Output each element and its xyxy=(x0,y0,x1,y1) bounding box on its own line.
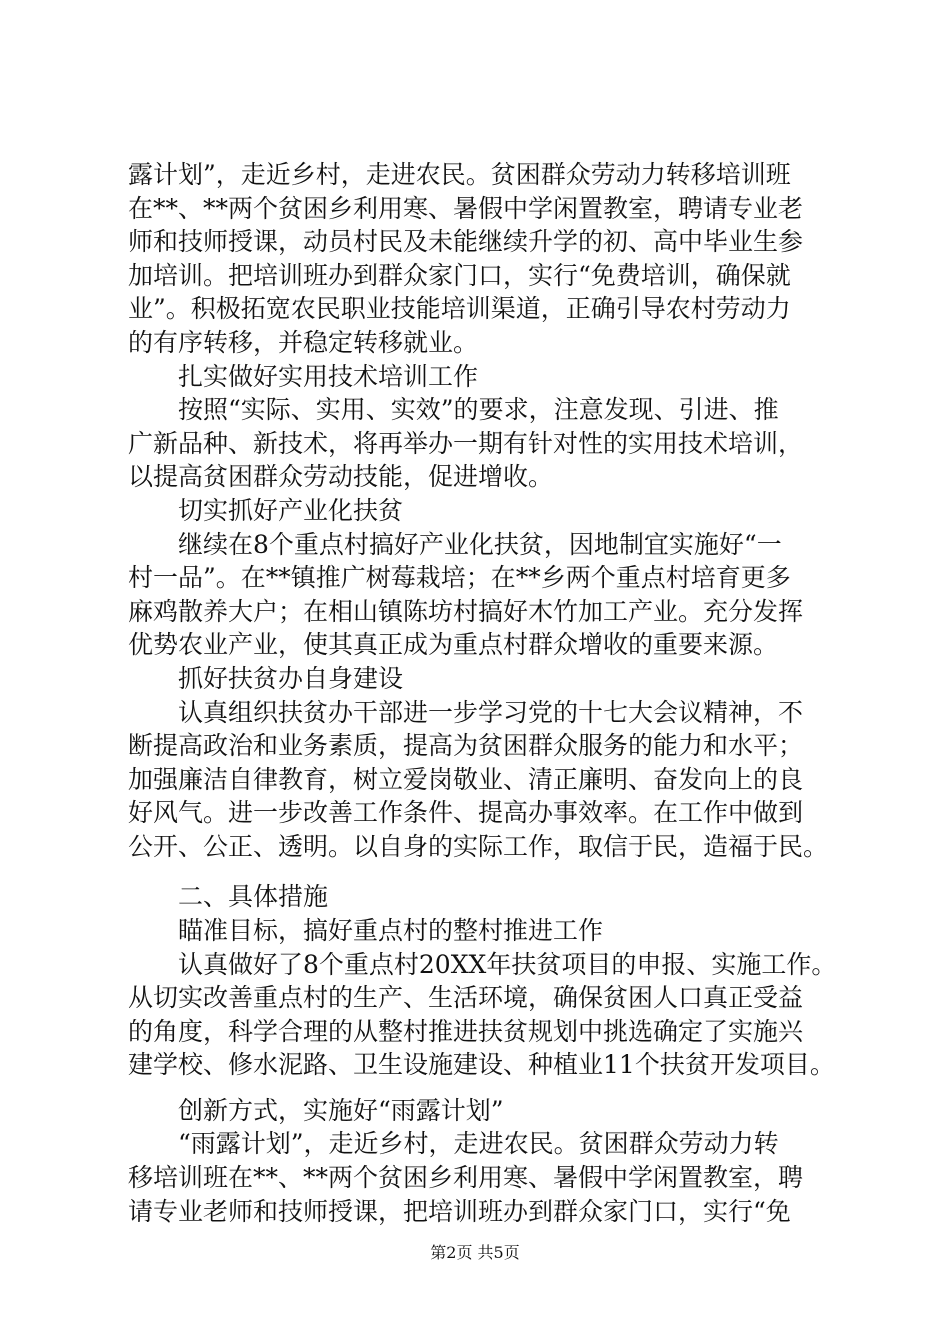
section-heading: 扎实做好实用技术培训工作 xyxy=(178,362,479,391)
text-line: 广新品种、新技术，将再举办一期有针对性的实用技术培训， xyxy=(128,429,804,458)
text-line: 优势农业产业，使其真正成为重点村群众增收的重要来源。 xyxy=(128,630,779,659)
text-line: “雨露计划”，走近乡村，走进农民。贫困群众劳动力转 xyxy=(178,1129,779,1158)
text-line: 按照“实际、实用、实效”的要求，注意发现、引进、推 xyxy=(178,395,779,424)
text-line: 移培训班在**、**两个贫困乡利用寒、暑假中学闲置教室，聘 xyxy=(128,1163,804,1192)
text-line: 认真组织扶贫办干部进一步学习党的十七大会议精神，不 xyxy=(178,698,804,727)
text-line: 以提高贫困群众劳动技能，促进增收。 xyxy=(128,462,554,491)
text-line: 继续在8个重点村搞好产业化扶贫，因地制宜实施好“一 xyxy=(178,530,782,559)
text-line: 的有序转移，并稳定转移就业。 xyxy=(128,328,479,357)
text-line: 公开、公正、透明。以自身的实际工作，取信于民，造福于民。 xyxy=(128,832,829,861)
text-line: 加强廉洁自律教育，树立爱岗敬业、清正廉明、奋发向上的良 xyxy=(128,765,804,794)
text-line: 村一品”。在**镇推广树莓栽培；在**乡两个重点村培育更多 xyxy=(128,563,791,592)
section-heading: 瞄准目标，搞好重点村的整村推进工作 xyxy=(178,916,604,945)
section-heading: 抓好扶贫办自身建设 xyxy=(178,664,404,693)
section-heading: 二、具体措施 xyxy=(178,882,329,911)
text-line: 建学校、修水泥路、卫生设施建设、种植业11个扶贫开发项目。 xyxy=(128,1050,835,1079)
section-heading: 创新方式，实施好“雨露计划” xyxy=(178,1096,504,1125)
text-line: 的角度，科学合理的从整村推进扶贫规划中挑选确定了实施兴 xyxy=(128,1017,804,1046)
text-line: 从切实改善重点村的生产、生活环境，确保贫困人口真正受益 xyxy=(128,983,804,1012)
text-line: 露计划”，走近乡村，走进农民。贫困群众劳动力转移培训班 xyxy=(128,160,791,189)
text-line: 好风气。进一步改善工作条件、提高办事效率。在工作中做到 xyxy=(128,798,804,827)
text-line: 在**、**两个贫困乡利用寒、暑假中学闲置教室，聘请专业老 xyxy=(128,194,804,223)
text-line: 麻鸡散养大户；在相山镇陈坊村搞好木竹加工产业。充分发挥 xyxy=(128,597,804,626)
page-footer: 第2页 共5页 xyxy=(430,1243,520,1262)
text-line: 请专业老师和技师授课，把培训班办到群众家门口，实行“免 xyxy=(128,1197,791,1226)
text-line: 师和技师授课，动员村民及未能继续升学的初、高中毕业生参 xyxy=(128,227,804,256)
text-line: 断提高政治和业务素质，提高为贫困群众服务的能力和水平； xyxy=(128,731,804,760)
text-line: 认真做好了8个重点村20XX年扶贫项目的申报、实施工作。 xyxy=(178,950,837,979)
section-heading: 切实抓好产业化扶贫 xyxy=(178,496,404,525)
text-line: 业”。积极拓宽农民职业技能培训渠道，正确引导农村劳动力 xyxy=(128,294,791,323)
text-line: 加培训。把培训班办到群众家门口，实行“免费培训，确保就 xyxy=(128,261,791,290)
